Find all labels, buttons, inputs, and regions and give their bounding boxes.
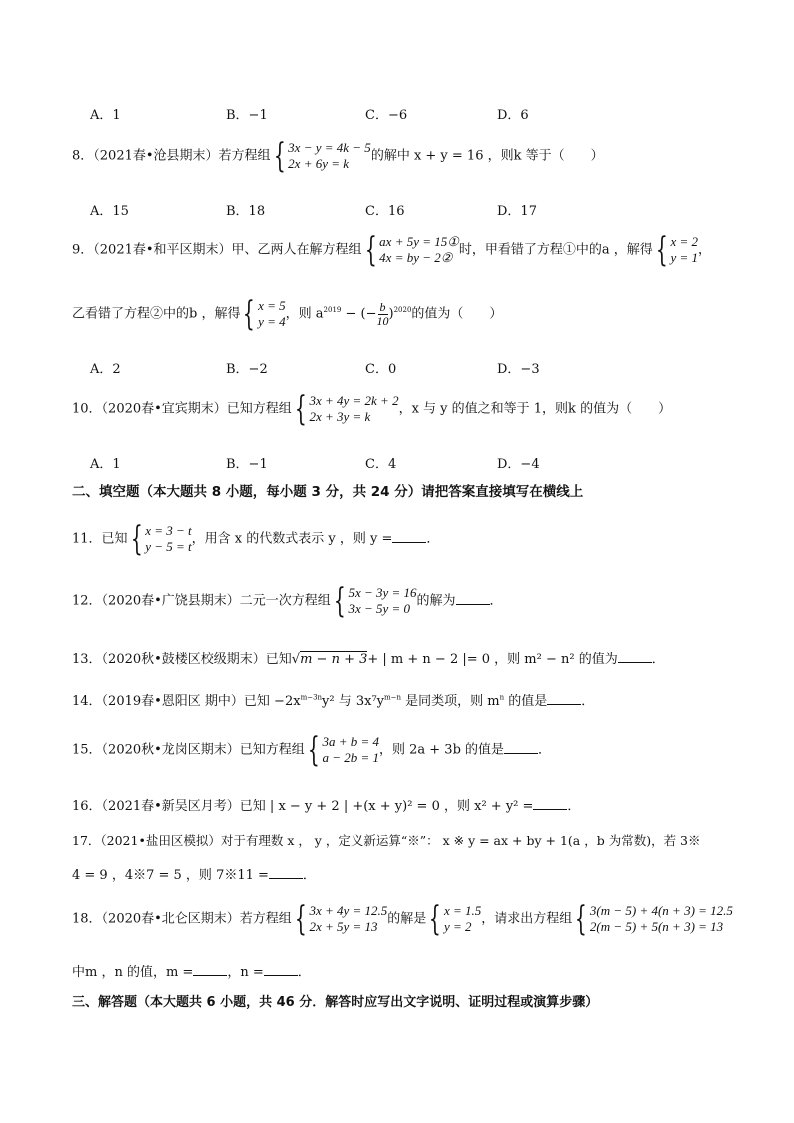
- q11-answer-blank[interactable]: [392, 530, 426, 543]
- q15-eq1: 3a + b = 4: [322, 734, 379, 749]
- q9-minus: − (−: [341, 306, 377, 322]
- q9-sol2b: y = 4: [258, 314, 286, 329]
- q11-end: ．: [426, 531, 440, 547]
- q18-mid2: ，请求出方程组: [481, 911, 573, 927]
- q10-option-d: D．−4: [497, 457, 540, 472]
- q9-fraction: [377, 301, 389, 328]
- question-10: [72, 389, 672, 429]
- q18-line2a: 中m ，n 的值，m =: [72, 965, 194, 980]
- section-3-heading: 三、解答题（本大题共 6 小题，共 46 分．解答时应写出文字说明、证明过程或演算步骤）: [72, 995, 599, 1010]
- question-15: [72, 730, 552, 770]
- q18-n-blank[interactable]: [264, 963, 298, 976]
- q9-eq2: 4x = by − 2②: [379, 250, 453, 265]
- q10-suffix: ，x 与 y 的值之和等于 1，则k 的值为（ ）: [398, 401, 672, 417]
- q9-line2-mid: ，则 a: [285, 306, 324, 322]
- q15-prefix: 15．（2020秋•龙岗区期末）已知方程组: [72, 742, 305, 758]
- q9-frac-den: 10: [376, 313, 389, 328]
- q10-option-b: B．−1: [226, 457, 268, 472]
- question-8: [72, 136, 604, 176]
- question-13: 13．（2020秋•鼓楼区校级期末）已知√m − n + 3+ | m + n − 2 |= 0 ，则 m² − n² 的值为 ．: [72, 652, 665, 667]
- q9-eq1: ax + 5y = 15①: [379, 234, 459, 249]
- q9-option-b: B．−2: [226, 362, 268, 377]
- q12-suffix: 的解为: [416, 593, 456, 609]
- q9-line2-prefix: 乙看错了方程②中的b ，解得: [72, 306, 241, 322]
- q8-eq1: 3x − y = 4k − 5: [288, 140, 371, 155]
- q15-suffix: ，则 2a + 3b 的值是: [378, 742, 505, 758]
- q8-equation-system: { 3x − y = 4k − 5 2x + 6y = k: [273, 136, 371, 176]
- q15-eq2: a − 2b = 1: [322, 750, 379, 765]
- q18-end: ．: [297, 965, 311, 980]
- q10-option-a: A．1: [90, 457, 121, 472]
- q15-equation-system: { 3a + b = 4 a − 2b = 1: [307, 730, 379, 770]
- q18-equation-system: { 3x + 4y = 12.5 2x + 5y = 13: [294, 899, 388, 939]
- q12-equation-system: { 5x − 3y = 16 3x − 5y = 0: [333, 581, 417, 621]
- q13-end: ．: [651, 652, 665, 667]
- q7-option-c: C．−6: [365, 108, 408, 123]
- q18-sol1: x = 1.5: [443, 903, 482, 918]
- question-17-line-2: [72, 866, 316, 882]
- q14-text: 14．（2019春•恩阳区 期中）已知 −2x: [72, 694, 301, 709]
- q9-option-d: D．−3: [497, 362, 540, 377]
- q14-exp1: m−3n: [300, 693, 323, 702]
- q7-option-d: D．6: [497, 108, 529, 123]
- question-11: [72, 519, 440, 559]
- q8-suffix: 的解中 x + y = 16 ，则k 等于（ ）: [370, 148, 604, 164]
- q18-prefix: 18．（2020春•北仑区期末）若方程组: [72, 911, 292, 927]
- q15-end: ．: [538, 742, 552, 758]
- q17-end: ．: [302, 868, 316, 883]
- q9-exp2: 2020: [393, 306, 412, 315]
- q17-answer-blank[interactable]: [269, 866, 303, 879]
- q18-eq1: 3x + 4y = 12.5: [309, 903, 388, 918]
- q8-option-d: D．17: [497, 204, 537, 219]
- q9-solution-2: { x = 5 y = 4: [243, 294, 286, 334]
- question-18: [72, 899, 733, 939]
- question-12: [72, 581, 503, 621]
- q18-eq4: 2(m − 5) + 5(n + 3) = 13: [589, 919, 724, 934]
- q7-option-b: B．−1: [226, 108, 268, 123]
- question-9: [72, 230, 712, 270]
- question-18-line-2: [72, 963, 311, 979]
- q14-answer-blank[interactable]: [547, 692, 581, 705]
- q16-answer-blank[interactable]: [533, 797, 567, 810]
- q9-frac-num: b: [379, 299, 386, 314]
- q11-equation-system: { x = 3 − t y − 5 = t: [130, 519, 192, 559]
- q16-end: ．: [567, 799, 581, 814]
- q8-option-a: A．15: [90, 204, 129, 219]
- q10-eq2: 2x + 3y = k: [309, 409, 371, 424]
- q10-prefix: 10．（2020春•宜宾期末）已知方程组: [72, 401, 292, 417]
- question-14: [72, 692, 594, 708]
- q9-line2-suffix: 的值为（ ）: [411, 306, 503, 322]
- question-9-line-2: 乙看错了方程②中的b ，解得 { x = 5 y = 4 ，则 $a^{2019}$ − (− $\frac{b}{10}$ )$^{2020}$的值为（ ）: [72, 294, 503, 334]
- q18-solution: { x = 1.5 y = 2: [429, 899, 482, 939]
- q13-text: 13．（2020秋•鼓楼区校级期末）已知: [72, 652, 292, 667]
- q18-line2b: ，n =: [227, 965, 264, 980]
- section-2-heading: 二、填空题（本大题共 8 小题，每小题 3 分，共 24 分）请把答案直接填写在横线上: [72, 484, 584, 500]
- q12-prefix: 12．（2020春•广饶县期末）二元一次方程组: [72, 593, 331, 609]
- q18-mid: 的解是: [387, 911, 427, 927]
- q12-eq1: 5x − 3y = 16: [348, 585, 417, 600]
- q8-eq2: 2x + 6y = k: [288, 156, 350, 171]
- q9-prefix: 9．（2021春•和平区期末）甲、乙两人在解方程组: [72, 242, 362, 258]
- q8-option-c: C．16: [365, 204, 405, 219]
- q10-eq1: 3x + 4y = 2k + 2: [309, 393, 399, 408]
- q16-text: 16．（2021春•新吴区月考）已知 | x − y + 2 | +(x + y)² = 0 ，则 x² + y² =: [72, 799, 534, 814]
- question-16: [72, 797, 580, 813]
- q9-sol1a: x = 2: [670, 234, 698, 249]
- q9-mid: 时，甲看错了方程①中的a ，解得: [458, 242, 653, 258]
- q18-sol2: y = 2: [443, 919, 472, 934]
- q9-tail: ，: [698, 242, 712, 258]
- q9-option-c: C．0: [365, 362, 397, 377]
- q9-solution-1: { x = 2 y = 1: [655, 230, 698, 270]
- q13-rest: + | m + n − 2 |= 0 ，则 m² − n² 的值为: [367, 652, 618, 667]
- q12-eq2: 3x − 5y = 0: [348, 601, 411, 616]
- q18-target-system: { 3(m − 5) + 4(n + 3) = 12.5 2(m − 5) + 5(n + 3) = 13: [575, 899, 733, 939]
- q14-exp2: m−n: [384, 693, 402, 702]
- q11-suffix: ，用含 x 的代数式表示 y ，则 y =: [191, 531, 393, 547]
- q10-option-c: C．4: [365, 457, 397, 472]
- q9-equation-system: { ax + 5y = 15① 4x = by − 2②: [364, 230, 459, 270]
- question-17: 17．（2021•盐田区模拟）对于有理数 x ， y ，定义新运算“※”： x ※ y = ax + by + 1(a ，b 为常数)，若 3※: [72, 833, 701, 848]
- q13-answer-blank[interactable]: [618, 650, 652, 663]
- q13-sqrt: m − n + 3: [300, 652, 368, 667]
- q9-exp1: 2019: [323, 306, 342, 315]
- q11-prefix: 11．已知: [72, 531, 128, 547]
- q9-sol1b: y = 1: [670, 250, 698, 265]
- q14-t2: y² 与 3x⁷y: [322, 694, 385, 709]
- q18-m-blank[interactable]: [193, 963, 227, 976]
- q12-answer-blank[interactable]: [456, 592, 490, 605]
- q9-option-a: A．2: [90, 362, 121, 377]
- q9-sol2a: x = 5: [258, 298, 286, 313]
- q8-option-b: B．18: [226, 204, 266, 219]
- q8-prefix: 8．（2021春•沧县期末）若方程组: [72, 148, 271, 164]
- q11-eq1: x = 3 − t: [145, 523, 192, 538]
- q10-equation-system: { 3x + 4y = 2k + 2 2x + 3y = k: [294, 389, 399, 429]
- q12-end: ．: [489, 593, 503, 609]
- q17-line2: 4 = 9 ，4※7 = 5 ，则 7※11 =: [72, 868, 269, 883]
- q15-answer-blank[interactable]: [504, 741, 538, 754]
- q14-end: ．: [581, 694, 595, 709]
- q14-t4: 的值是: [504, 694, 548, 709]
- q14-t3: 是同类项，则 m: [401, 694, 500, 709]
- q7-option-a: A．1: [90, 108, 121, 123]
- q18-eq2: 2x + 5y = 13: [309, 919, 378, 934]
- q18-eq3: 3(m − 5) + 4(n + 3) = 12.5: [589, 903, 733, 918]
- q14-exp3: n: [499, 693, 505, 702]
- q11-eq2: y − 5 = t: [145, 539, 192, 554]
